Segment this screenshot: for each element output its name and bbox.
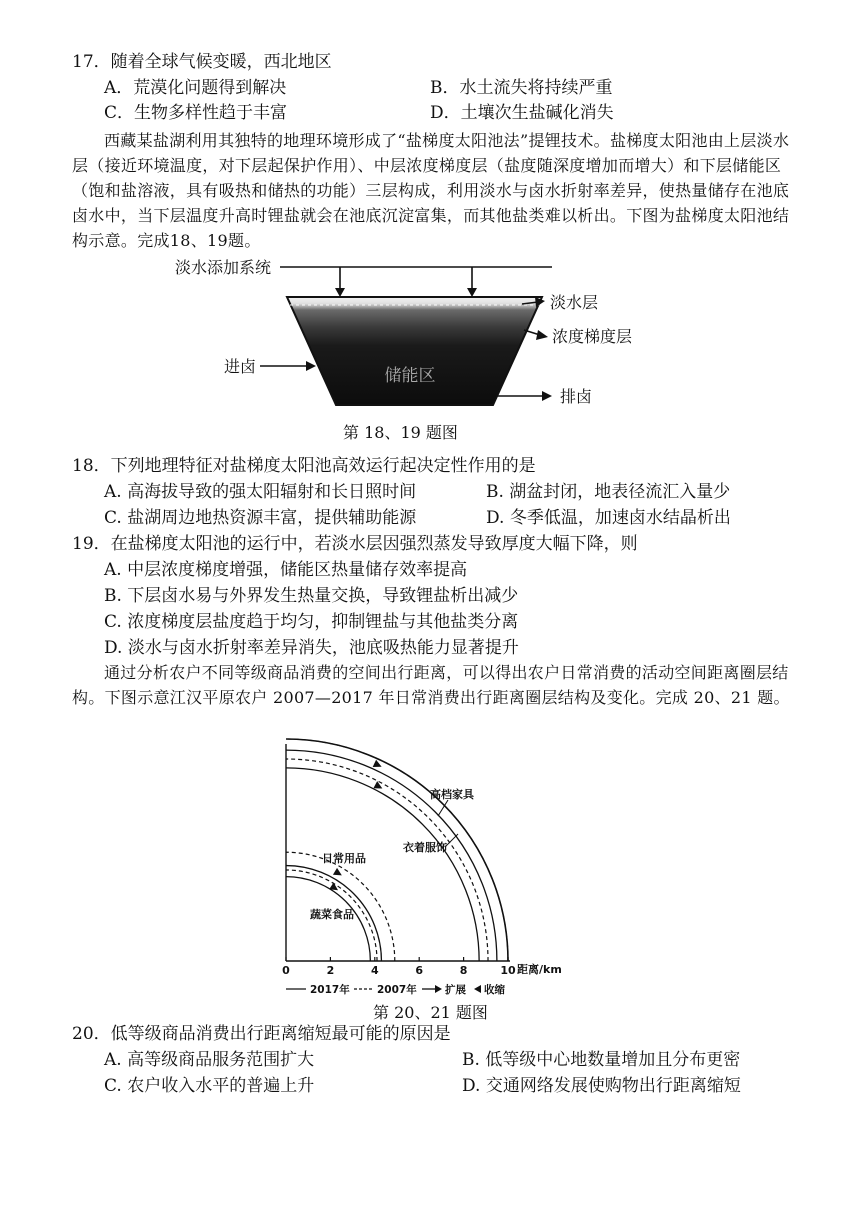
q17-option-d: D．土壤次生盐碱化消失 — [430, 103, 614, 123]
q19-option-d: D. 淡水与卤水折射率差异消失，池底吸热能力显著提升 — [104, 638, 519, 658]
feed-arrowhead-right — [467, 288, 477, 297]
inflow-label: 进卤 — [224, 357, 257, 376]
q18-option-b: B. 湖盆封闭，地表径流汇入量少 — [486, 482, 731, 502]
storage-zone-label: 储能区 — [384, 366, 436, 386]
feed-arrowhead-left — [335, 288, 345, 297]
x-axis-label: 距离/km — [517, 963, 562, 976]
q17-option-b: B．水土流失将持续严重 — [430, 78, 613, 98]
figure2-caption: 第 20、21 题图 — [373, 1003, 488, 1022]
legend-dashed-label: 2007年 — [377, 984, 417, 996]
outflow-label: 排卤 — [560, 387, 593, 406]
passage-solar-pond: 西藏某盐湖利用其独特的地理环境形成了“盐梯度太阳池法”提锂技术。盐梯度太阳池由上层淡水层（接近环境温度，对下层起保护作用）、中层浓度梯度层（盐度随深度增加而增大）和下层储能区（饱和盐溶液，具有吸热和储热的功能）三层构成，利用淡水与卤水折射率差异，使热量储存在池底卤水中，当下层温度升高时锂盐就会在池底沉淀富集，而其他盐类难以析出。下图为盐梯度太阳池结构示意。完成18、19题。 — [72, 131, 790, 250]
x-tick-label: 8 — [459, 964, 468, 977]
inflow-arrowhead — [306, 361, 316, 371]
q17-stem: 17．随着全球气候变暖，西北地区 — [72, 52, 332, 72]
x-tick-label: 4 — [370, 964, 379, 977]
q18-option-a: A. 高海拔导致的强太阳辐射和长日照时间 — [104, 482, 417, 502]
q19-stem: 19．在盐梯度太阳池的运行中，若淡水层因强烈蒸发导致厚度大幅下降，则 — [72, 534, 638, 554]
ring-4-2017-arc — [286, 750, 497, 961]
q20-option-d: D. 交通网络发展使购物出行距离缩短 — [462, 1076, 741, 1096]
q20-option-b: B. 低等级中心地数量增加且分布更密 — [462, 1050, 741, 1070]
fresh-layer-label: 淡水层 — [550, 293, 599, 312]
legend-solid-label: 2017年 — [310, 984, 350, 996]
ring-2-2007-arc — [286, 852, 395, 961]
ring-4-2007-arc — [286, 739, 508, 961]
q19-option-b: B. 下层卤水易与外界发生热量交换，导致锂盐析出减少 — [104, 586, 519, 606]
solar-pond-diagram — [175, 255, 680, 415]
ring-4-label: 高档家具 — [430, 788, 474, 801]
q17-option-c: C．生物多样性趋于丰富 — [104, 103, 288, 123]
x-tick-label: 10 — [500, 964, 516, 977]
legend-shrink-icon — [474, 985, 481, 993]
legend-shrink-label: 收缩 — [484, 984, 505, 996]
ring-3-shrink-marker — [373, 781, 384, 792]
pond-body — [287, 297, 542, 405]
q20-option-c: C. 农户收入水平的普遍上升 — [104, 1076, 315, 1096]
q18-option-c: C. 盐湖周边地热资源丰富，提供辅助能源 — [104, 508, 417, 528]
q20-stem: 20．低等级商品消费出行距离缩短最可能的原因是 — [72, 1024, 451, 1044]
passage-consumption: 通过分析农户不同等级商品消费的空间出行距离，可以得出农户日常消费的活动空间距离圈层结构。下图示意江汉平原农户 2007—2017 年日常消费出行距离圈层结构及变化。完成 20、21 题。 — [72, 663, 790, 707]
freshwater-system-label: 淡水添加系统 — [175, 258, 272, 277]
q18-option-d: D. 冬季低温，加速卤水结晶析出 — [486, 508, 731, 528]
figure1-caption: 第 18、19 题图 — [343, 423, 458, 442]
x-tick-label: 0 — [282, 964, 290, 977]
q17-option-a: A．荒漠化问题得到解决 — [104, 78, 287, 98]
ring-2-shrink-marker — [333, 868, 344, 879]
outflow-arrowhead — [542, 391, 552, 401]
gradient-layer-arrowhead — [536, 330, 548, 340]
x-tick-label: 2 — [326, 964, 335, 977]
ring-2-label: 日常用品 — [322, 852, 366, 865]
consumption-ring-chart — [270, 738, 600, 1000]
legend-expand-icon — [435, 985, 442, 993]
legend-expand-label: 扩展 — [445, 984, 466, 996]
x-tick-label: 6 — [415, 964, 424, 977]
gradient-layer-label: 浓度梯度层 — [552, 327, 633, 346]
q20-option-a: A. 高等级商品服务范围扩大 — [104, 1050, 315, 1070]
q18-stem: 18．下列地理特征对盐梯度太阳池高效运行起决定性作用的是 — [72, 456, 536, 476]
outer-boundary-arc — [286, 739, 508, 961]
q19-option-a: A. 中层浓度梯度增强，储能区热量储存效率提高 — [104, 560, 468, 580]
q19-option-c: C. 浓度梯度层盐度趋于均匀，抑制锂盐与其他盐类分离 — [104, 612, 519, 632]
ring-1-label: 蔬菜食品 — [310, 908, 354, 921]
ring-3-label: 衣着服饰 — [403, 841, 447, 854]
